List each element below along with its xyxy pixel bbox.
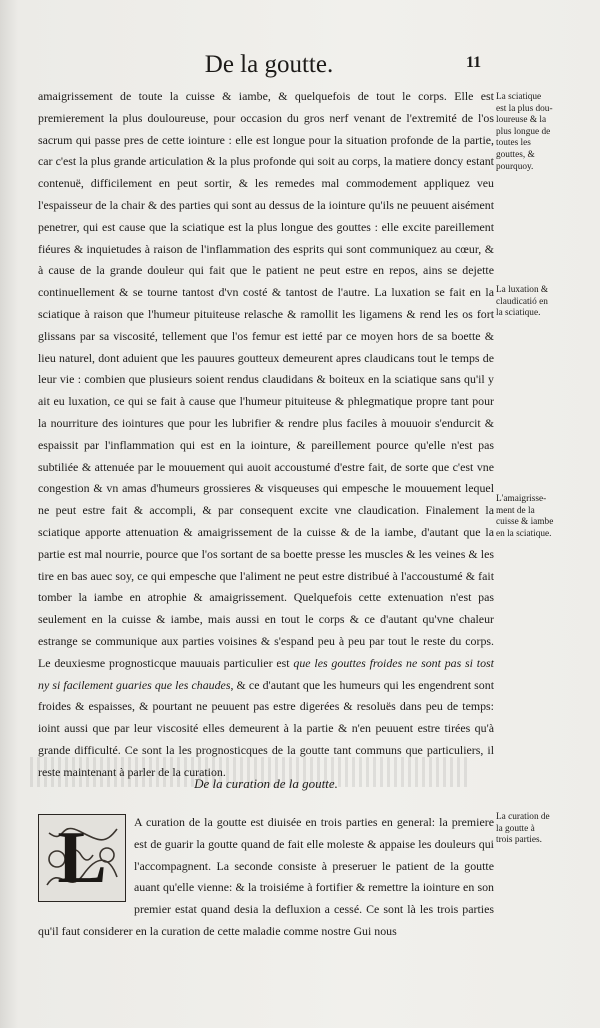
running-head: De la goutte. (204, 51, 334, 78)
page-number: 11 (466, 54, 482, 71)
margin-note-3: L'amaigrisse- ment de la cuisse & iambe en la sciatique. (496, 494, 554, 539)
italic-quote: que les gouttes froides ne sont pas si tost ny si facilement guaries que les chaudes (38, 655, 494, 692)
paragraph-text: amaigrissement de toute la cuisse & iambe, & quelquefois de tout le corps. Elle est premierement la plus douloureuse, pour occasion du gros nerf venant de l'extremité de l'os sacrum qui passe pres de cette iointure : elle est longue pour la situation profonde de la partie, car c'est la plus grande articulation & la plus profonde qui soit au corps, la matiere doncy estant contenuë, difficilement en peut sortir, & les remedes mal commodement appliquez veu l'espaisseur de la chair & des parties qui sont au dessus de la iointure qu'ils ne peuuent aisément penetrer, qui est cause que la sciatique est la plus longue des gouttes : elle excite pareillement fiéures & inquietudes à raison de l'inflammation des esprits qui sont communiquez au cœur, & à cause de la grande douleur qui fait que le patient ne peut estre en repos, ains se dejette continuellement & se tourne tantost d'vn costé & tantost de l'autre. La luxation se fait en la sciatique à raison que l'humeur pituiteuse relasche & ramollit les ligamens & rend les os fort glissans par sa viscosité, tellement que l'os femur est ietté par ce moyen hors de sa boette & lieu naturel, dont aduient que les pauures goutteux demeurent apres claudicans tout le temps de leur vie : combien que plusieurs soient rendus claudidans & boiteux en la sciatique sans qu'il y ait eu luxation, ce qui se fait à cause que l'humeur pituiteuse & phlegmatique propre tant pour la nourriture des iointures que pour les lubrifier & rendre plus faciles à mouuoir s'endurcit & espaissit par l'inflammation qui est en la iointure, & pareillement pource qu'elle n'est pas subtiliée & attenuée par le mouuement qui auoit accoustumé d'estre fait, de sorte que c'est vne congestion & vn amas d'humeurs grossieres & visqueuses qui empesche le mouuement lequel ne peut estre fait & accompli, & par consequent excite vne claudication. Finalement la sciatique apporte attenuation & amaigrissement de la cuisse & de la iambe, d'autant que la partie est mal nourrie, pource que l'os sortant de sa boette presse les muscles & les veines & les tire en bas auec soy, ce qui empesche que l'aliment ne peut estre distribué à l'accoustumé & fait tomber la iambe en atrophie & amaigrissement. Quelquefois cette extenuation n'est pas seulement en la cuisse & iambe, mais aussi en tout le corps & ce d'autant qu'vne chaleur estrange se communique aux parties voisines & s'espand peu à peu par tout le reste du corps. Le deuxiesme prognosticque mauuais particulier est (38, 89, 494, 670)
margin-note-4: La curation de la goutte à trois parties. (496, 812, 550, 846)
curation-paragraph (38, 812, 494, 943)
initial-letter: L (57, 817, 107, 899)
margin-note-2: La luxation & claudicatió en la sciatique. (496, 285, 549, 319)
main-paragraph (38, 86, 494, 784)
paragraph-text-end: , & ce d'autant que les humeurs qui les engendrent sont froides & espaisses, & pourtant ne peuuent pas estre digerées & resoluës dans peu de temps: ioint aussi que par leur viscosité elles demeurent à la partie & n'en peuuent estre tirées qu'à grande difficulté. Ce sont la les prognosticques de la goutte tant communs que particuliers, il reste maintenant à parler de la curation. (38, 677, 494, 779)
section-heading: De la curation de la goutte. (194, 776, 338, 791)
ornamental-initial (38, 814, 126, 902)
margin-note-1: La sciatique est la plus dou- loureuse & la plus longue de toutes les gouttes, & pourquoy. (496, 92, 553, 172)
curation-text: A curation de la goutte est diuisée en trois parties en general: la premiere est de guarir la goutte quand de fait elle moleste & appaise les douleurs qui l'accompagnent. La seconde consiste à preseruer le patient de la goutte auant qu'elle vienne: & la troisiéme à fortifier & remettre la iointure en son premier estat quand desia la defluxion a cessé. Ce sont là les trois parties qu'il faut considerer en la curation de cette maladie comme nostre Gui nous (38, 815, 494, 938)
